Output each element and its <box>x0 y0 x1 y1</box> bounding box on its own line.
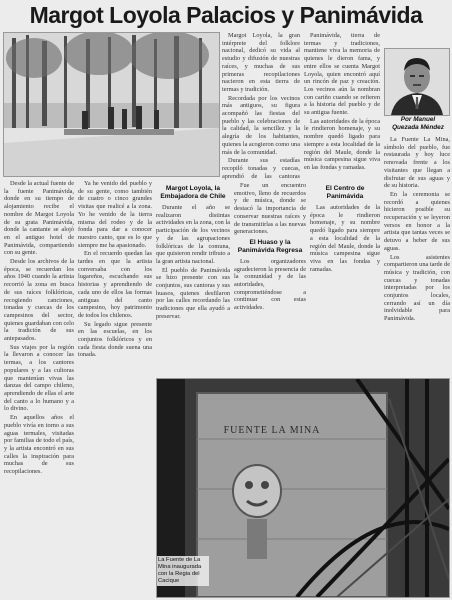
text-column-3 <box>78 180 152 596</box>
byline-name: Quezada Méndez <box>392 124 444 131</box>
paragraph: Durante el año se realizaron distintas actividades en la zona, con la participación de los vecinos y de las agrupaciones folklóricas de la comuna, que quisieron rendir tributo a la gran artista nacional. <box>156 204 230 265</box>
paragraph: Fue un encuentro emotivo, lleno de recuerdos y de música, donde se destacó la importancia de conservar nuestras raíces y de transmitirlas a las nuevas generaciones. <box>234 182 306 236</box>
text-column-2 <box>222 32 300 180</box>
byline <box>384 116 452 132</box>
paragraph: Ya he venido del pueblo y de su gente, como también de cuatro o cinco grandes visitas que realicé a la zona. Yo he venido de la tierra misma del rodeo y de la fonda para dar a conocer nuestro canto, que es lo que siempre me ha apasionado. <box>78 180 152 249</box>
paragraph: Desde la actual fuente de la fuente Panimávida, donde en su tiempo de alojamiento recibe el nombre de Margot Loyola de su grata Panimávida, donde la cantante se alojó en el antiguo hotel de Panimávida, compartiendo con su gente. <box>4 180 74 257</box>
text-column-7 <box>384 136 450 396</box>
subhead-embajadora: Margot Loyola, la Embajadora de Chile <box>160 185 226 200</box>
paragraph: En el recuerdo quedan las tardes en que la artista conversaba con los lugareños, escuchando sus historias y aprendiendo de cada uno de ellos las formas antiguas del canto campesino, hoy patrimonio de todos los chilenos. <box>78 250 152 319</box>
text-column-8 <box>310 182 380 374</box>
paragraph: En la ceremonia se recordó a quienes hicieron posible su recuperación y se leyeron versos en honor a la artista que tantas veces se detuvo a beber de sus aguas. <box>384 190 450 252</box>
headline: Margot Loyola Palacios y Panimávida <box>29 2 423 28</box>
text-column-5 <box>156 182 230 374</box>
paragraph: Las autoridades de la época le rindieron homenaje, y su nombre quedó ligado para siempre a esta localidad de la región del Maule, donde la música campesina sigue viva en las fondas y ramadas. <box>310 204 380 273</box>
paragraph: Durante sus estadías recopiló tonadas y cuecas, aprendió de las cantoras <box>222 157 300 180</box>
byline-prefix: Por Manuel <box>400 116 436 123</box>
paragraph: Recordada por los vecinos más antiguos, su figura acompañó las fiestas del pueblo y las celebraciones de la calidad, la sencillez y la alegría de los habitantes, quienes la acogieron como una más de la comunidad. <box>222 94 300 156</box>
paragraph: La Fuente La Mina, símbolo del pueblo, fue restaurada y hoy luce renovada frente a los visitantes que llegan a disfrutar de sus aguas y de su historia. <box>384 136 450 190</box>
paragraph: El pueblo de Panimávida se hizo presente con sus conjuntos, sus cantoras y sus huasos, quienes desfilaron por las calles recordando las tradiciones que ella ayudó a preservar. <box>156 266 230 320</box>
text-column-1 <box>4 180 74 596</box>
text-column-6 <box>234 182 306 374</box>
paragraph: Los asistentes compartieron una tarde de música y tradición, con cuecas y tonadas interpretadas por los conjuntos locales, cerrando así un día inolvidable para Panimávida. <box>384 253 450 323</box>
paragraph: Panimávida, tierra de termas y tradiciones, mantiene viva la memoria de quienes le dieron fama, y entre ellos se cuenta Margot Loyola, quien encontró aquí un rincón de paz y creación. Los vecinos aún la nombran con cariño cuando se refieren a la historia del pueblo y de su antigua fuente. <box>304 32 380 117</box>
subhead-centro: El Centro de Panimávida <box>325 185 365 200</box>
paragraph: Las autoridades de la época le rindieron homenaje, y su nombre quedó ligado para siempre a esta localidad de la región del Maule, donde la música campesina sigue viva en las fondas y ramadas. <box>304 117 380 171</box>
paragraph: Los organizadores agradecieron la presencia de la comunidad y de las autoridades, comprometiéndose a continuar con estas actividades. <box>234 257 306 312</box>
paragraph: Su legado sigue presente en las escuelas, en los conjuntos folklóricos y en cada fiesta donde suena una tonada. <box>78 320 152 359</box>
historic-photo <box>3 32 220 177</box>
paragraph: Sus viajes por la región la llevaron a conocer las termas, a los cantores populares y a las cultoras que mantenían vivas las danzas del campo chileno, aprendiendo de ellas el arte del canto a lo humano y a lo divino. <box>4 343 74 413</box>
subhead-huaso: El Huaso y la Panimávida Regresa <box>237 238 303 254</box>
text-column-4 <box>304 32 380 180</box>
photo-caption: La Fuente de La Mina inaugurada con la Regia del Cacique <box>157 556 209 586</box>
plaque-text: FUENTE LA MINA <box>223 425 321 436</box>
paragraph: En aquellos años el pueblo vivía en torno a sus aguas termales, visitadas por familias de todo el país, y la artista encontró en sus calles la inspiración para muchas de sus recopilaciones. <box>4 414 74 476</box>
paragraph: Margot Loyola, la gran intérprete del folklore nacional, dedicó su vida al estudio y difusión de nuestras raíces, y muchas de sus primeras recopilaciones nacieron en esta tierra de termas y tradición. <box>222 32 300 93</box>
author-portrait <box>384 48 450 116</box>
paragraph: Desde los archivos de la época, se recuerdan los años 1940 cuando la artista recorrió la zona en busca de sus raíces folklóricas, recogiendo canciones, tonadas y cuecas de los campesinos del sector, quienes guardaban con celo la tradición de sus antepasados. <box>4 258 74 343</box>
